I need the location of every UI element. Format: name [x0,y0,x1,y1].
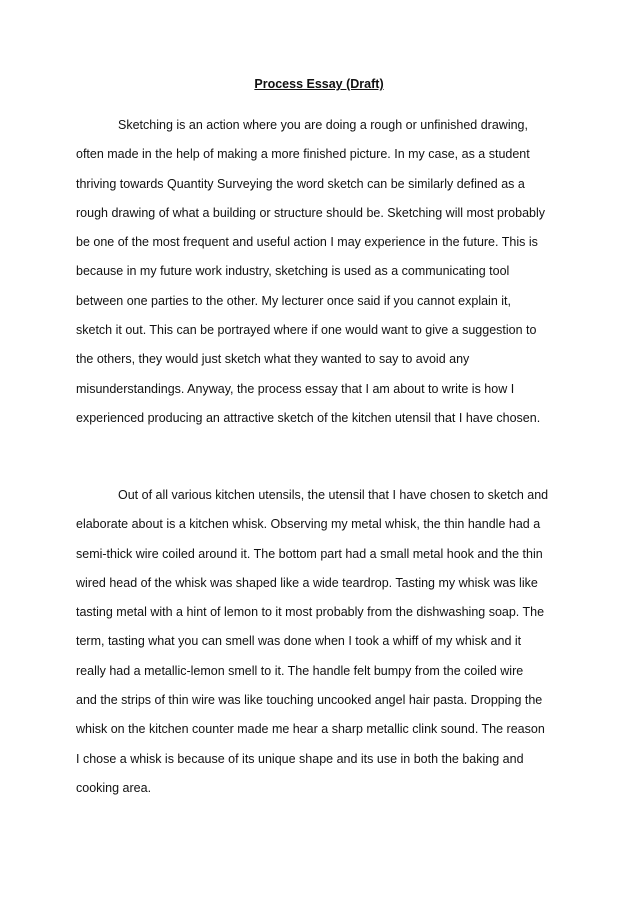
paragraph-line: sketch it out. This can be portrayed where if one would want to give a suggestion to [76,323,537,338]
essay-paragraph-2 [76,487,552,809]
paragraph-line: rough drawing of what a building or structure should be. Sketching will most probably [76,205,546,220]
paragraph-line: whisk on the kitchen counter made me hear a sharp metallic clink sound. The reason [76,722,545,737]
paragraph-line: between one parties to the other. My lecturer once said if you cannot explain it, [76,293,511,308]
paragraph-line: because in my future work industry, sketching is used as a communicating tool [76,264,510,279]
paragraph-line: and the strips of thin wire was like touching uncooked angel hair pasta. Dropping the [76,693,543,708]
paragraph-line: cooking area. [76,780,152,795]
paragraph-line: misunderstandings. Anyway, the process essay that I am about to write is how I [76,381,515,396]
paragraph-line: semi-thick wire coiled around it. The bottom part had a small metal hook and the thin [76,546,543,561]
page-title: Process Essay (Draft) [254,77,384,91]
paragraph-line: tasting metal with a hint of lemon to it most probably from the dishwashing soap. The [76,605,545,620]
paragraph-line: the others, they would just sketch what they wanted to say to avoid any [76,352,470,367]
paragraph-line: really had a metallic-lemon smell to it. The handle felt bumpy from the coiled wire [76,663,524,678]
paragraph-line: Out of all various kitchen utensils, the utensil that I have chosen to sketch and [118,488,549,502]
paragraph-line: elaborate about is a kitchen whisk. Observing my metal whisk, the thin handle had a [76,517,541,532]
paragraph-line: experienced producing an attractive sketch of the kitchen utensil that I have chosen. [76,410,541,425]
paragraph-line: term, tasting what you can smell was done when I took a whiff of my whisk and it [76,634,522,649]
paragraph-line: I chose a whisk is because of its unique shape and its use in both the baking and [76,751,524,766]
essay-paragraph-1 [76,117,552,439]
paragraph-line: often made in the help of making a more finished picture. In my case, as a student [76,147,530,162]
paragraph-line: be one of the most frequent and useful action I may experience in the future. This is [76,235,538,250]
paragraph-line: Sketching is an action where you are doing a rough or unfinished drawing, [118,118,528,132]
paragraph-line: wired head of the whisk was shaped like a wide teardrop. Tasting my whisk was like [76,575,538,590]
paragraph-line: thriving towards Quantity Surveying the word sketch can be similarly defined as a [76,176,525,191]
